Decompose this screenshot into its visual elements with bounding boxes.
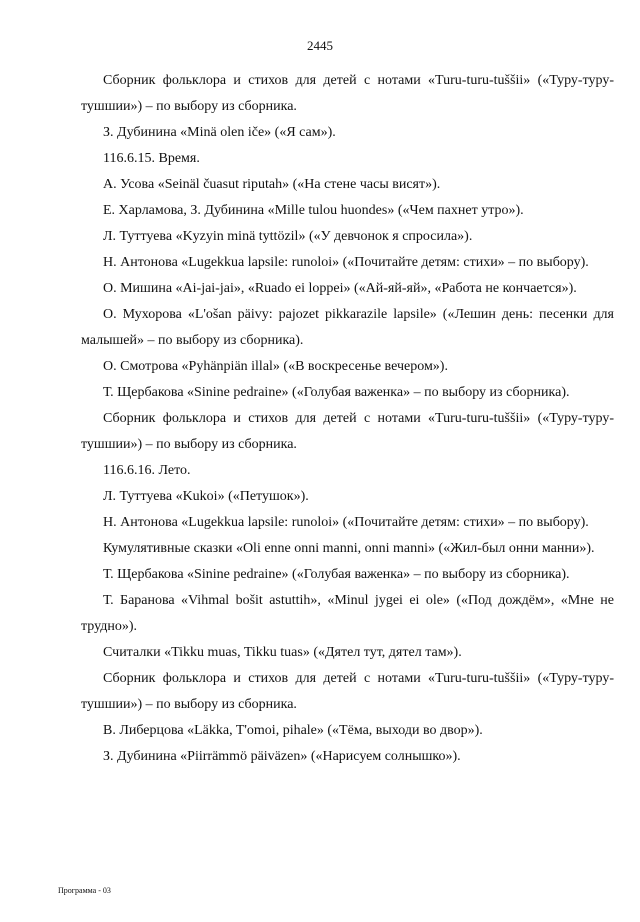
paragraph: Н. Антонова «Lugekkua lapsile: runoloi» («Почитайте детям: стихи» – по выбору). (103, 515, 589, 530)
paragraph: Н. Антонова «Lugekkua lapsile: runoloi» («Почитайте детям: стихи» – по выбору). (103, 255, 589, 270)
page-number: 2445 (307, 38, 333, 53)
paragraph: Сборник фольклора и стихов для детей с нотами «Turu-turu-tuššii» («Туру-туру-тушшии») – по выбору из сборника. (81, 411, 614, 452)
paragraph: Т. Щербакова «Sinine pedraine» («Голубая важенка» – по выбору из сборника). (103, 567, 570, 582)
paragraph: З. Дубинина «Minä olen iče» («Я сам»). (103, 125, 336, 140)
paragraph: Сборник фольклора и стихов для детей с нотами «Turu-turu-tuššii» («Туру-туру-тушшии») – по выбору из сборника. (81, 671, 614, 712)
paragraph: О. Смотрова «Pyhänpiän illal» («В воскресенье вечером»). (103, 359, 448, 374)
footer-label: Программа - 03 (58, 886, 111, 895)
paragraph: А. Усова «Seinäl čuasut riputah» («На стене часы висят»). (103, 177, 441, 192)
paragraph: Л. Туттуева «Kukoi» («Петушок»). (103, 489, 309, 504)
paragraph: В. Либерцова «Läkka, T'omoi, pihale» («Тёма, выходи во двор»). (103, 723, 483, 738)
document-body (81, 68, 614, 770)
paragraph: З. Дубинина «Piirrämmö päiväzen» («Нарисуем солнышко»). (103, 749, 461, 764)
paragraph: О. Мухорова «L'ošan päivy: pajozet pikkarazile lapsile» («Лешин день: песенки для малышей» – по выбору из сборника). (81, 307, 614, 348)
paragraph: Кумулятивные сказки «Oli enne onni manni, onni manni» («Жил-был онни манни»). (103, 541, 595, 556)
paragraph: Сборник фольклора и стихов для детей с нотами «Turu-turu-tuššii» («Туру-туру-тушшии») – по выбору из сборника. (81, 73, 614, 114)
paragraph: Т. Щербакова «Sinine pedraine» («Голубая важенка» – по выбору из сборника). (103, 385, 570, 400)
paragraph: Л. Туттуева «Kyzyin minä tyttözil» («У девчонок я спросила»). (103, 229, 473, 244)
paragraph: О. Мишина «Ai-jai-jai», «Ruado ei loppei» («Ай-яй-яй», «Работа не кончается»). (103, 281, 577, 296)
paragraph: Т. Баранова «Vihmal bošit astuttih», «Minul jygei ei ole» («Под дождём», «Мне не трудно»). (81, 593, 614, 634)
section-heading: 116.6.15. Время. (103, 151, 200, 166)
section-heading: 116.6.16. Лето. (103, 463, 191, 478)
paragraph: Е. Харламова, З. Дубинина «Mille tulou huondes» («Чем пахнет утро»). (103, 203, 524, 218)
paragraph: Считалки «Tikku muas, Tikku tuas» («Дятел тут, дятел там»). (103, 645, 462, 660)
